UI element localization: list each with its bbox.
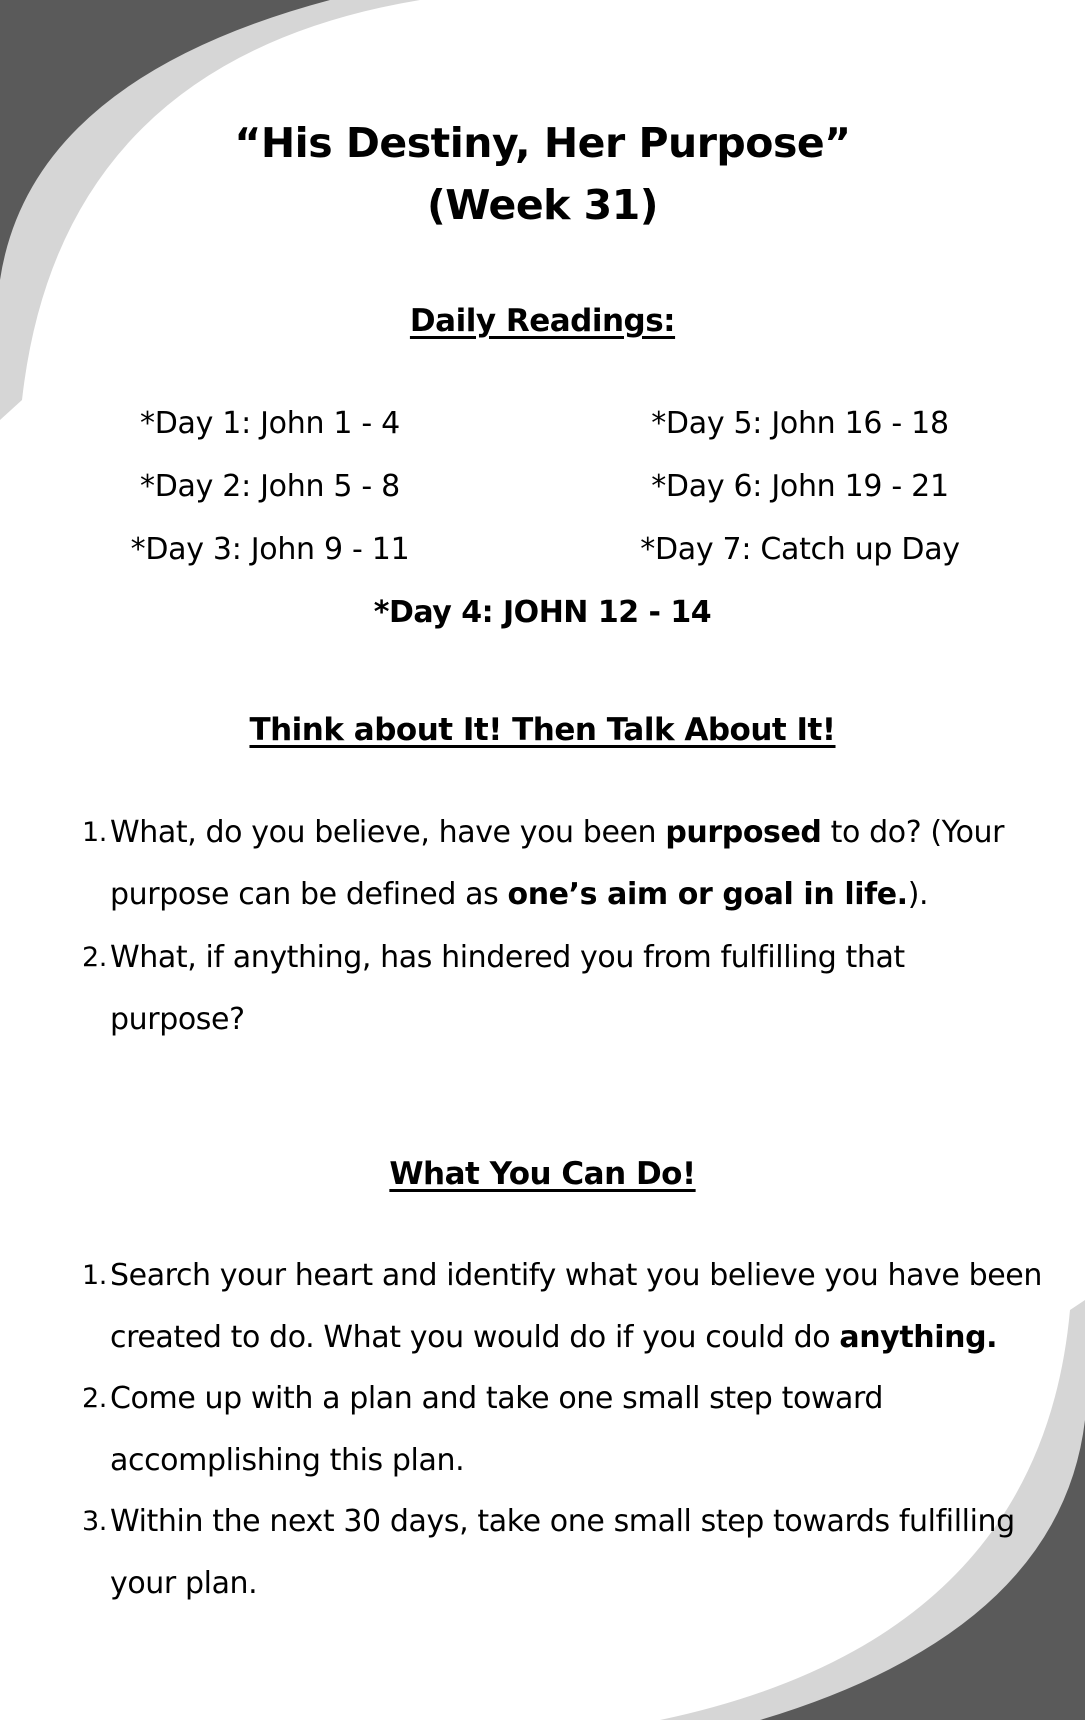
list-number: 3.	[82, 1506, 107, 1537]
text-run: Search your heart and identify what you believe you have been created to do. What you would do if you could do	[110, 1258, 1042, 1355]
reading-day-4: *Day 4: JOHN 12 - 14	[373, 595, 712, 630]
reading-day-1: *Day 1: John 1 - 4	[140, 406, 400, 441]
list-number: 2.	[82, 1383, 107, 1414]
list-number: 2.	[82, 942, 107, 973]
reading-day-7: *Day 7: Catch up Day	[640, 532, 960, 567]
list-number: 1.	[82, 1260, 107, 1291]
text-run: to do? (Your purpose can be defined as	[110, 815, 1005, 912]
text-run: What, do you believe, have you been	[110, 815, 666, 850]
question-text: What, if anything, has hindered you from fulfilling that purpose?	[110, 940, 905, 1037]
action-item-2	[82, 1368, 1042, 1492]
question-item-1	[82, 802, 1042, 926]
list-number: 1.	[82, 817, 107, 848]
question-item-2	[82, 927, 1042, 1051]
action-text: Within the next 30 days, take one small step towards fulfilling your plan.	[110, 1504, 1015, 1601]
action-item-3	[82, 1491, 1042, 1615]
daily-readings-heading: Daily Readings:	[409, 303, 676, 339]
page-subtitle-week: (Week 31)	[427, 181, 658, 229]
action-text	[82, 1245, 1042, 1369]
reading-day-6: *Day 6: John 19 - 21	[651, 469, 949, 504]
what-you-can-do-heading: What You Can Do!	[389, 1156, 696, 1192]
action-item-1	[82, 1245, 1042, 1369]
question-text	[82, 802, 1042, 926]
think-about-it-heading: Think about It! Then Talk About It!	[249, 712, 836, 748]
emphasis-text: purposed	[665, 815, 822, 850]
text-run: ).	[907, 877, 929, 912]
emphasis-text: anything.	[839, 1320, 998, 1355]
action-text: Come up with a plan and take one small step toward accomplishing this plan.	[110, 1381, 884, 1478]
page-title: “His Destiny, Her Purpose”	[234, 119, 851, 167]
emphasis-text: one’s aim or goal in life.	[507, 877, 908, 912]
reading-day-5: *Day 5: John 16 - 18	[651, 406, 949, 441]
reading-day-2: *Day 2: John 5 - 8	[140, 469, 400, 504]
reading-day-3: *Day 3: John 9 - 11	[130, 532, 410, 567]
